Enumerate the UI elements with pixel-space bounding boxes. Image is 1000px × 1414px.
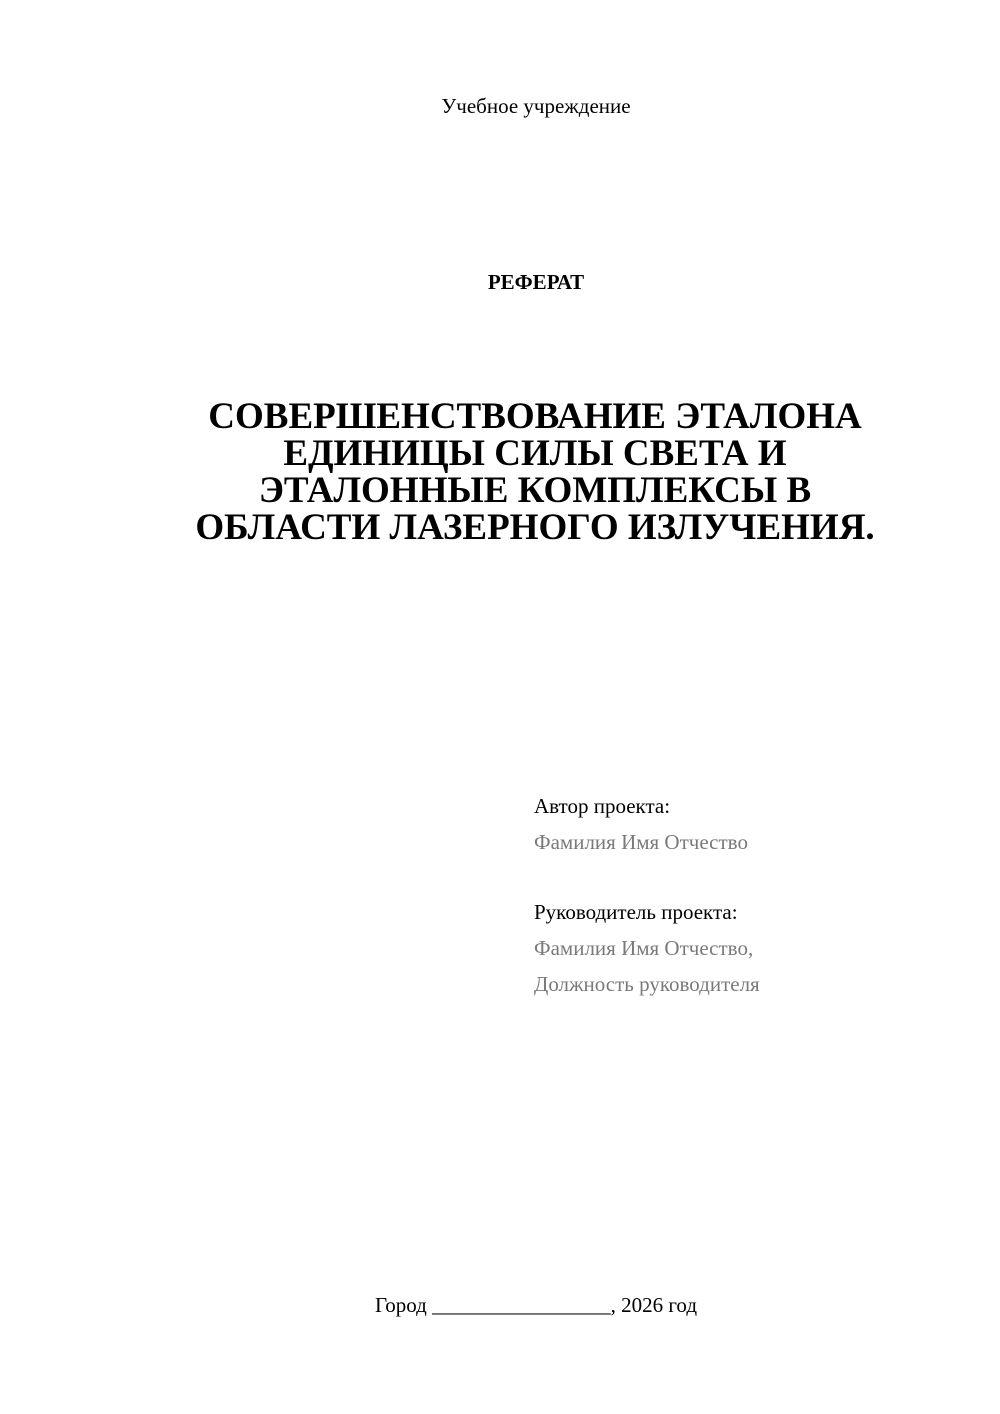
city-year-line: Город _________________, 2026 год [374, 1293, 698, 1317]
project-info-block [534, 788, 974, 1002]
title-line: ОБЛАСТИ ЛАЗЕРНОГО ИЗЛУЧЕНИЯ. [195, 507, 875, 548]
document-type: РЕФЕРАТ [487, 270, 585, 294]
title-line: ЭТАЛОННЫЕ КОМПЛЕКСЫ В [258, 470, 812, 511]
supervisor-position: Должность руководителя [534, 972, 760, 996]
supervisor-label: Руководитель проекта: [534, 900, 738, 924]
title-line: ЕДИНИЦЫ СИЛЫ СВЕТА И [283, 433, 787, 474]
institution-name: Учебное учреждение [441, 94, 631, 118]
author-label: Автор проекта: [534, 794, 671, 818]
author-name: Фамилия Имя Отчество [534, 830, 748, 854]
supervisor-name: Фамилия Имя Отчество, [534, 936, 754, 960]
info-spacer [534, 860, 974, 894]
title-line: СОВЕРШЕНСТВОВАНИЕ ЭТАЛОНА [208, 396, 862, 437]
document-title [150, 398, 920, 546]
